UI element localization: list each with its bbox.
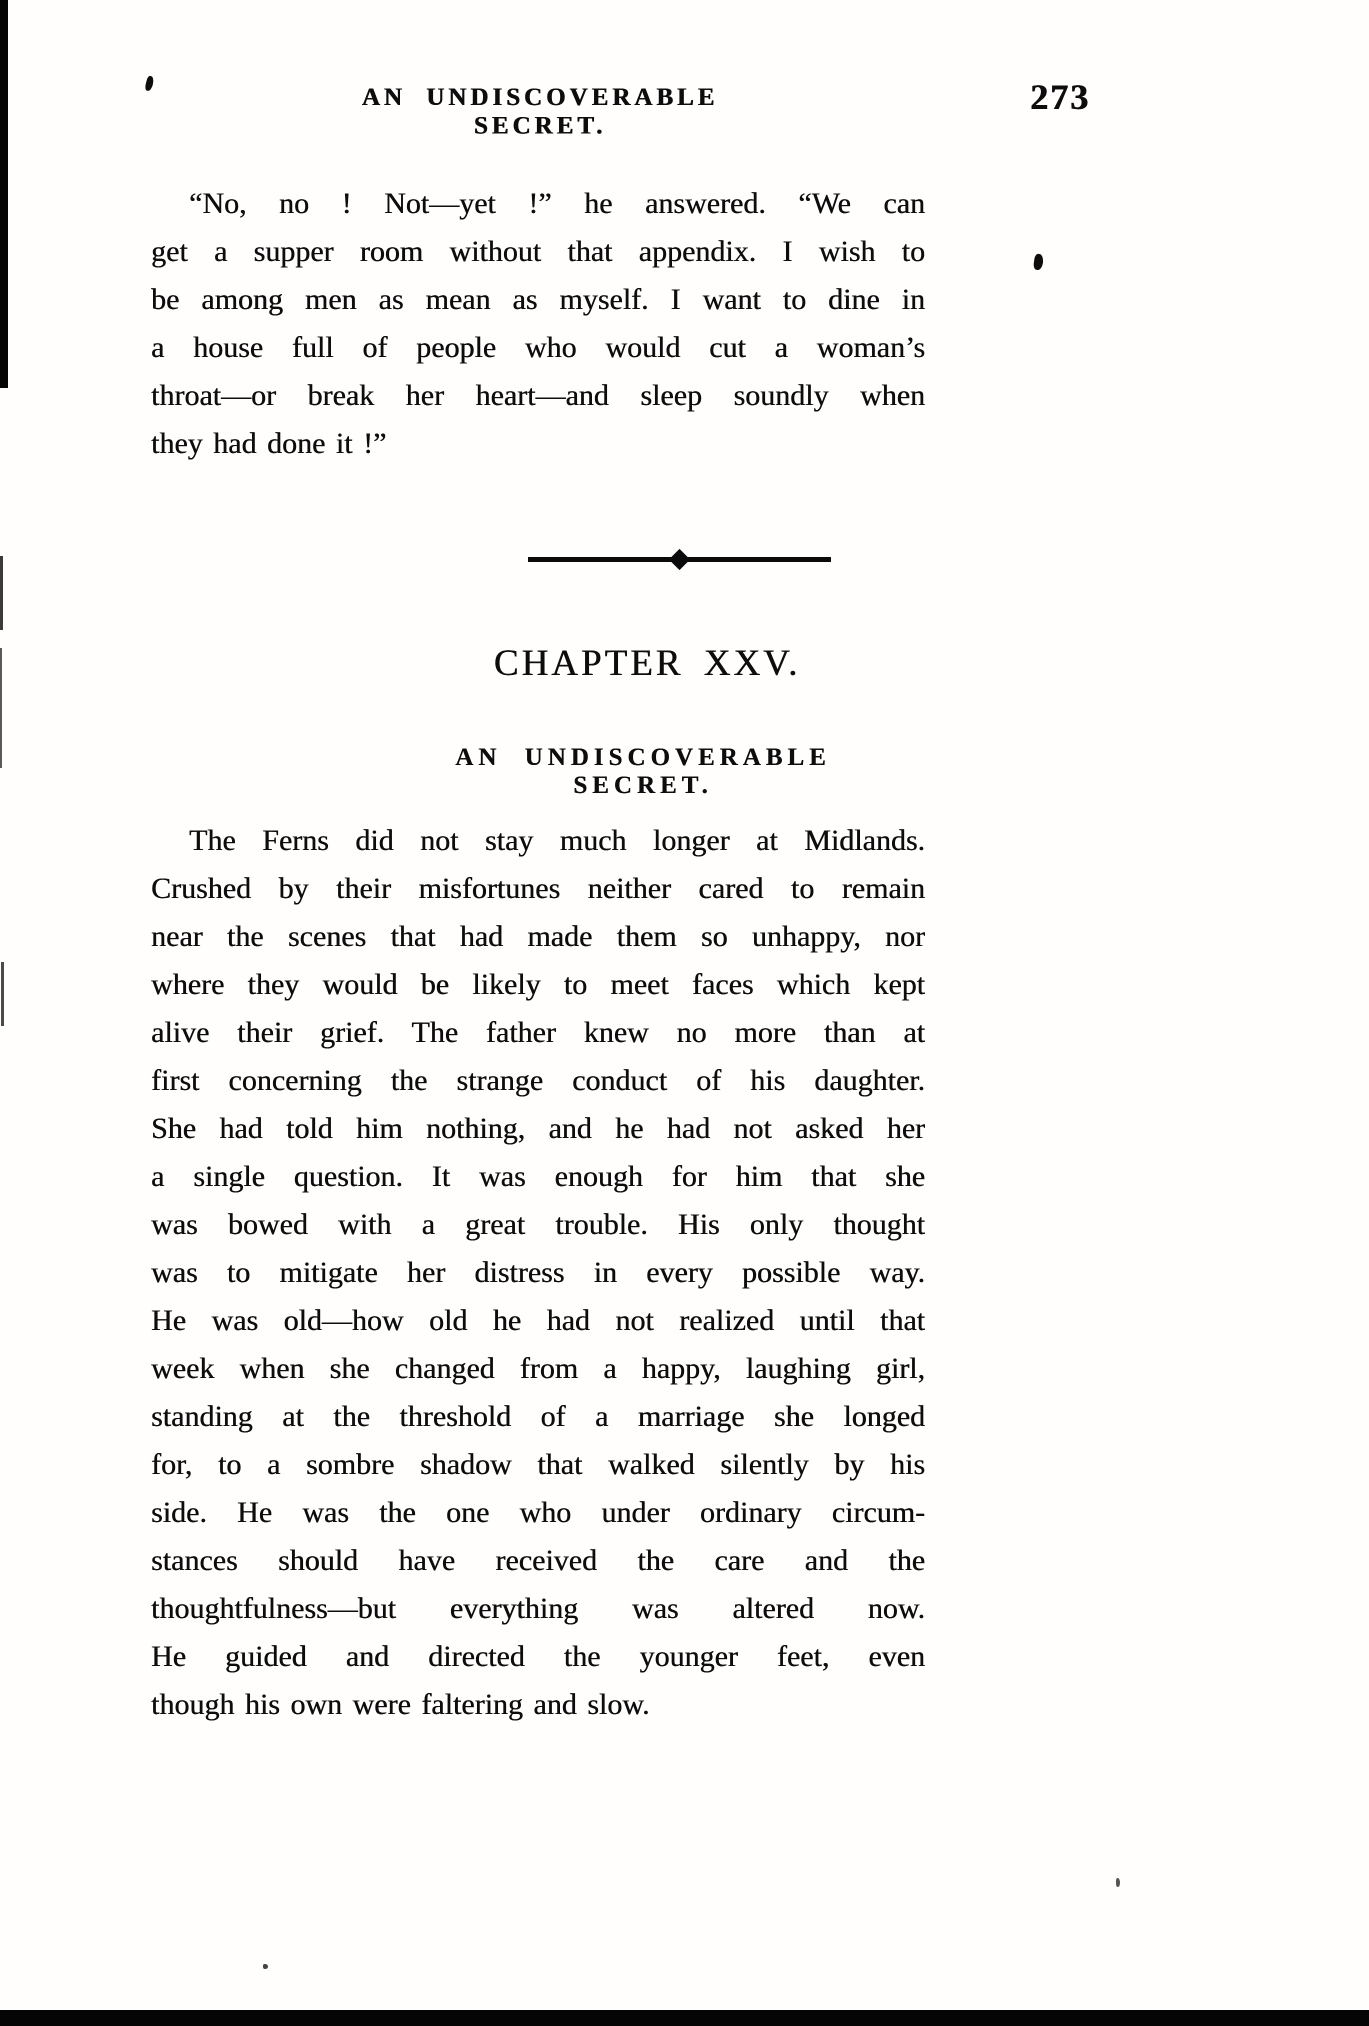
text-line: side. He was the one who under ordinary circum-: [151, 1496, 925, 1529]
ink-speck: [1033, 253, 1044, 270]
text-line: stances should have received the care and the: [151, 1544, 925, 1577]
text-line: thoughtfulness—but everything was altered now.: [151, 1592, 925, 1625]
section-divider-rule: [528, 549, 831, 569]
ink-speck: [1116, 1878, 1120, 1887]
text-line: they had done it !”: [151, 427, 387, 460]
scan-edge-mark: [0, 556, 3, 630]
page-number: 273: [1030, 77, 1090, 117]
text-line: where they would be likely to meet faces which kept: [151, 968, 925, 1001]
text-line: was bowed with a great trouble. His only thought: [151, 1208, 925, 1241]
text-line: first concerning the strange conduct of his daughter.: [151, 1064, 925, 1097]
text-line: was to mitigate her distress in every possible way.: [151, 1256, 925, 1289]
paragraph-body: [151, 817, 925, 1729]
text-line: The Ferns did not stay much longer at Midlands.: [189, 824, 925, 857]
ink-speck: [263, 1964, 268, 1969]
text-line: get a supper room without that appendix. I wish to: [151, 235, 925, 268]
running-header: AN UNDISCOVERABLE SECRET.: [361, 83, 719, 140]
text-line: week when she changed from a happy, laughing girl,: [151, 1352, 925, 1385]
text-line: though his own were faltering and slow.: [151, 1688, 650, 1721]
text-line: near the scenes that had made them so unhappy, nor: [151, 920, 925, 953]
divider-diamond-ornament: [669, 548, 690, 569]
text-line: She had told him nothing, and he had not asked her: [151, 1112, 925, 1145]
paragraph-dialogue: [151, 180, 925, 468]
scan-edge-mark: [1, 962, 4, 1026]
chapter-title: CHAPTER XXV.: [493, 643, 801, 684]
text-line: for, to a sombre shadow that walked silently by his: [151, 1448, 925, 1481]
text-line: “No, no ! Not—yet !” he answered. “We can: [189, 187, 925, 220]
text-line: a single question. It was enough for him that she: [151, 1160, 925, 1193]
scan-left-edge-bar: [0, 0, 8, 388]
text-line: throat—or break her heart—and sleep soundly when: [151, 379, 925, 412]
text-line: Crushed by their misfortunes neither cared to remain: [151, 872, 925, 905]
chapter-subtitle: AN UNDISCOVERABLE SECRET.: [455, 744, 831, 799]
text-line: He was old—how old he had not realized until that: [151, 1304, 925, 1337]
text-line: be among men as mean as myself. I want to dine in: [151, 283, 925, 316]
scan-edge-mark: [0, 648, 2, 768]
text-line: alive their grief. The father knew no more than at: [151, 1016, 925, 1049]
text-line: standing at the threshold of a marriage she longed: [151, 1400, 925, 1433]
text-line: a house full of people who would cut a woman’s: [151, 331, 925, 364]
divider-line-right: [684, 557, 831, 562]
ink-speck: [144, 75, 154, 91]
divider-line-left: [528, 557, 675, 562]
scan-bottom-edge-bar: [0, 2010, 1369, 2026]
text-line: He guided and directed the younger feet, even: [151, 1640, 925, 1673]
